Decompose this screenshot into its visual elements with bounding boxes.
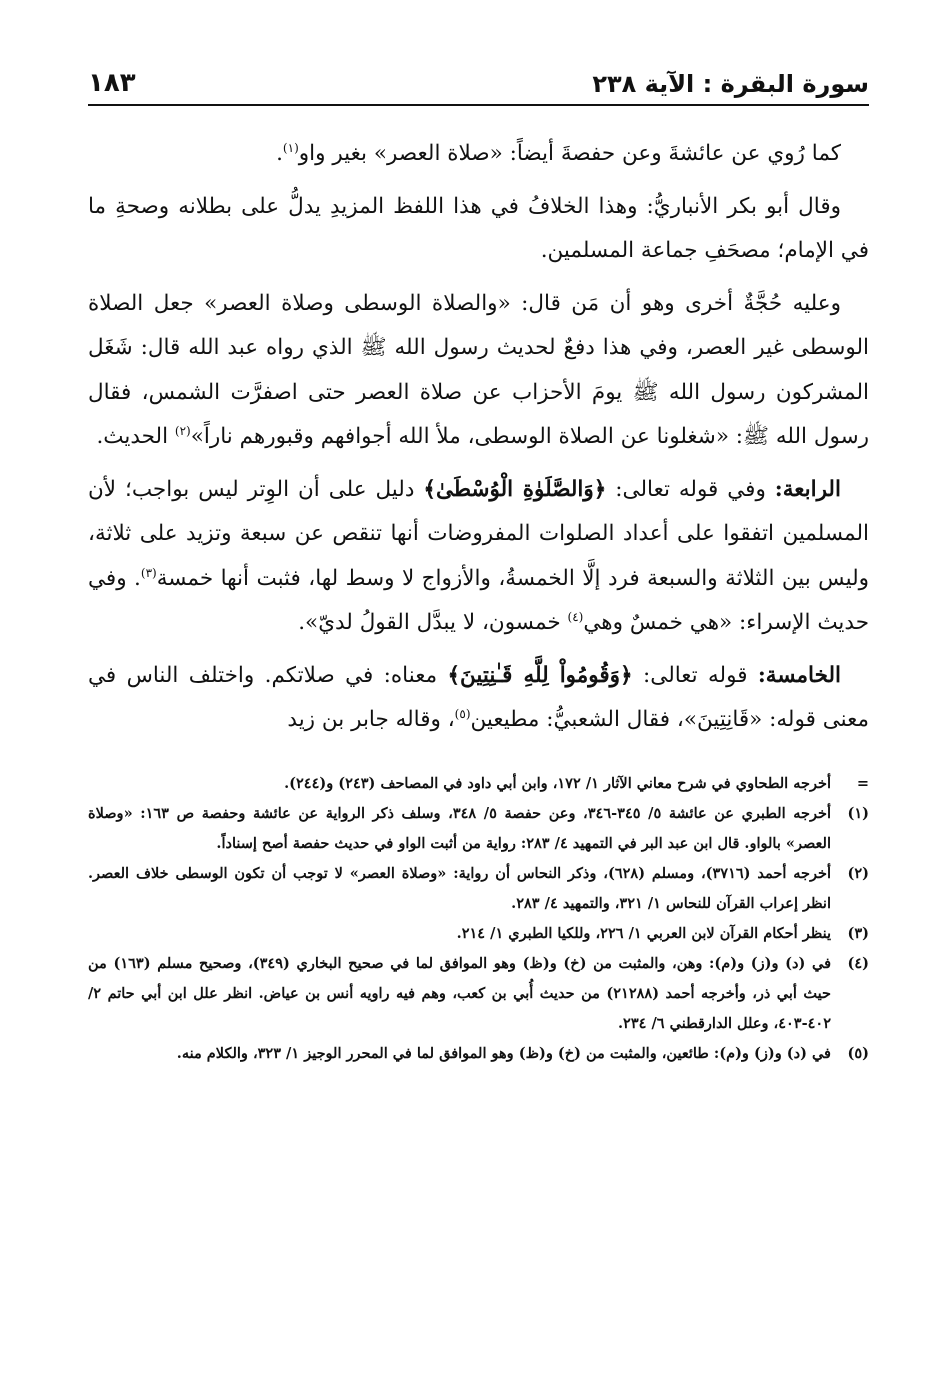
footnote-text: في (د) و(ز) و(م): وهن، والمثبت من (خ) و(ظ) وهو الموافق لما في صحيح البخاري (٣٤٩)، وصحيح مسلم (١٦٣) من حيث أبي ذر، وأخرجه أحمد (٢١٢٨٨) من حديث أُبي بن كعب، وهم فيه راويه أنس بن عياض. انظر علل ابن أبي حاتم ٢/ ٤٠٢-٤٠٣، وعلل الدارقطني ٦/ ٢٣٤. — [88, 954, 832, 1032]
paragraph-5-end: ، وقاله جابر بن زيد — [287, 707, 455, 732]
paragraph-1-end: . — [276, 141, 283, 166]
footnote-mark: (٤) — [847, 954, 869, 972]
paragraph-4-mid: . وفي حديث الإسراء: «هي خمسٌ وهي — [88, 565, 869, 635]
paragraph-5-pre: قوله تعالى: — [632, 662, 758, 688]
footnote-ref-2: (٢) — [174, 423, 191, 438]
section-lead-fourth: الرابعة: — [774, 476, 841, 502]
footnote-text: في (د) و(ز) و(م): طائعين، والمثبت من (خ) و(ظ) وهو الموافق لما في المحرر الوجيز ١/ ٣٢٣، والكلام منه. — [176, 1044, 831, 1062]
paragraph-3-text: وعليه حُجَّةٌ أخرى وهو أن مَن قال: «والصلاة الوسطى وصلاة العصر» جعل الصلاة الوسطى غير العصر، وفي هذا دفعٌ لحديث رسول الله ﷺ الذي رواه عبد الله قال: شَغَل المشركون رسول الله ﷺ يومَ الأحزاب عن صلاة العصر حتى اصفرَّت الشمس، فقال رسول الله ﷺ: «شغلونا عن الصلاة الوسطى، ملأ الله أجوافهم وقبورهم ناراً» — [88, 290, 869, 449]
paragraph-1 — [88, 132, 869, 177]
paragraph-4-text: دليل على أن الوِتر ليس بواجب؛ لأن المسلمين اتفقوا على أعداد الصلوات المفروضات أنها تنقص عن سبعة وتزيد على ثلاثة، وليس بين الثلاثة والسبعة فرد إلَّا الخمسةُ، والأزواج لا وسط لها، فثبت أنها خمسة — [88, 476, 870, 591]
footnote-mark: (٢) — [847, 864, 869, 882]
page-number: ١٨٣ — [88, 68, 136, 98]
footnote-continued — [88, 769, 869, 799]
paragraph-4-end: خمسون، لا يبدَّل القولُ لديّ». — [298, 610, 568, 635]
quran-quote-2: ﴿وَقُومُواْ لِلَّهِ قَـٰنِتِينَ﴾ — [447, 662, 633, 688]
footnote-text: أخرجه الطبري عن عائشة ٥/ ٣٤٥-٣٤٦، وعن حفصة ٥/ ٣٤٨، وسلف ذكر الرواية عن عائشة وحفصة ص ١٦٣: «وصلاة العصر» بالواو. قال ابن عبد البر في التمهيد ٤/ ٢٨٣: رواية من أثبت الواو في حديث حفصة أصح إسناداً. — [88, 804, 831, 852]
footnote-mark: (٥) — [847, 1044, 869, 1062]
running-header — [88, 60, 869, 106]
quran-quote-1: ﴿وَالصَّلَوٰةِ الْوُسْطَىٰ﴾ — [423, 476, 607, 502]
footnote-ref-3: (٣) — [140, 565, 157, 580]
footnote-1 — [88, 799, 869, 859]
footnote-text: أخرجه الطحاوي في شرح معاني الآثار ١/ ١٧٢، وابن أبي داود في المصاحف (٢٤٣) و(٢٤٤). — [284, 774, 831, 792]
footnote-2 — [88, 859, 869, 919]
footnote-4 — [88, 949, 869, 1039]
section-lead-fifth: الخامسة: — [757, 662, 841, 688]
paragraph-3 — [88, 282, 869, 460]
footnote-mark: (٣) — [847, 924, 869, 942]
paragraph-3-end: الحديث. — [96, 424, 175, 449]
footnote-text: ينظر أحكام القرآن لابن العربي ١/ ٢٢٦، وللكيا الطبري ١/ ٢١٤. — [456, 924, 831, 942]
footnote-mark: = — [856, 774, 869, 792]
paragraph-4-pre: وفي قوله تعالى: — [606, 476, 775, 502]
header-title: سورة البقرة : الآية ٢٣٨ — [592, 70, 869, 98]
paragraph-4 — [88, 468, 869, 646]
footnotes — [88, 769, 869, 1069]
paragraph-2: وقال أبو بكر الأنباريُّ: وهذا الخلافُ في هذا اللفظ المزيدِ يدلُّ على بطلانه وصحةِ ما في الإمام؛ مصحَفِ جماعة المسلمين. — [88, 193, 869, 263]
footnote-3 — [88, 919, 869, 949]
paragraph-5 — [88, 654, 869, 743]
footnote-ref-4: (٤) — [567, 609, 584, 624]
footnote-ref-1: (١) — [282, 140, 299, 155]
main-text — [88, 132, 869, 743]
footnote-5 — [88, 1039, 869, 1069]
paragraph-1-text: كما رُوي عن عائشةَ وعن حفصةَ أيضاً: «صلاة العصر» بغير واو — [298, 141, 841, 166]
footnote-text: أخرجه أحمد (٣٧١٦)، ومسلم (٦٢٨)، وذكر النحاس أن رواية: «وصلاة العصر» لا توجب أن تكون الوسطى خلاف العصر. انظر إعراب القرآن للنحاس ١/ ٣٢١، والتمهيد ٤/ ٢٨٣. — [88, 864, 831, 912]
paragraph-5-text: معناه: في صلاتكم. واختلف الناس في معنى قوله: «قَانِتِينَ»، فقال الشعبيُّ: مطيعين — [88, 662, 869, 732]
footnote-ref-5: (٥) — [454, 706, 471, 721]
footnote-mark: (١) — [847, 804, 869, 822]
